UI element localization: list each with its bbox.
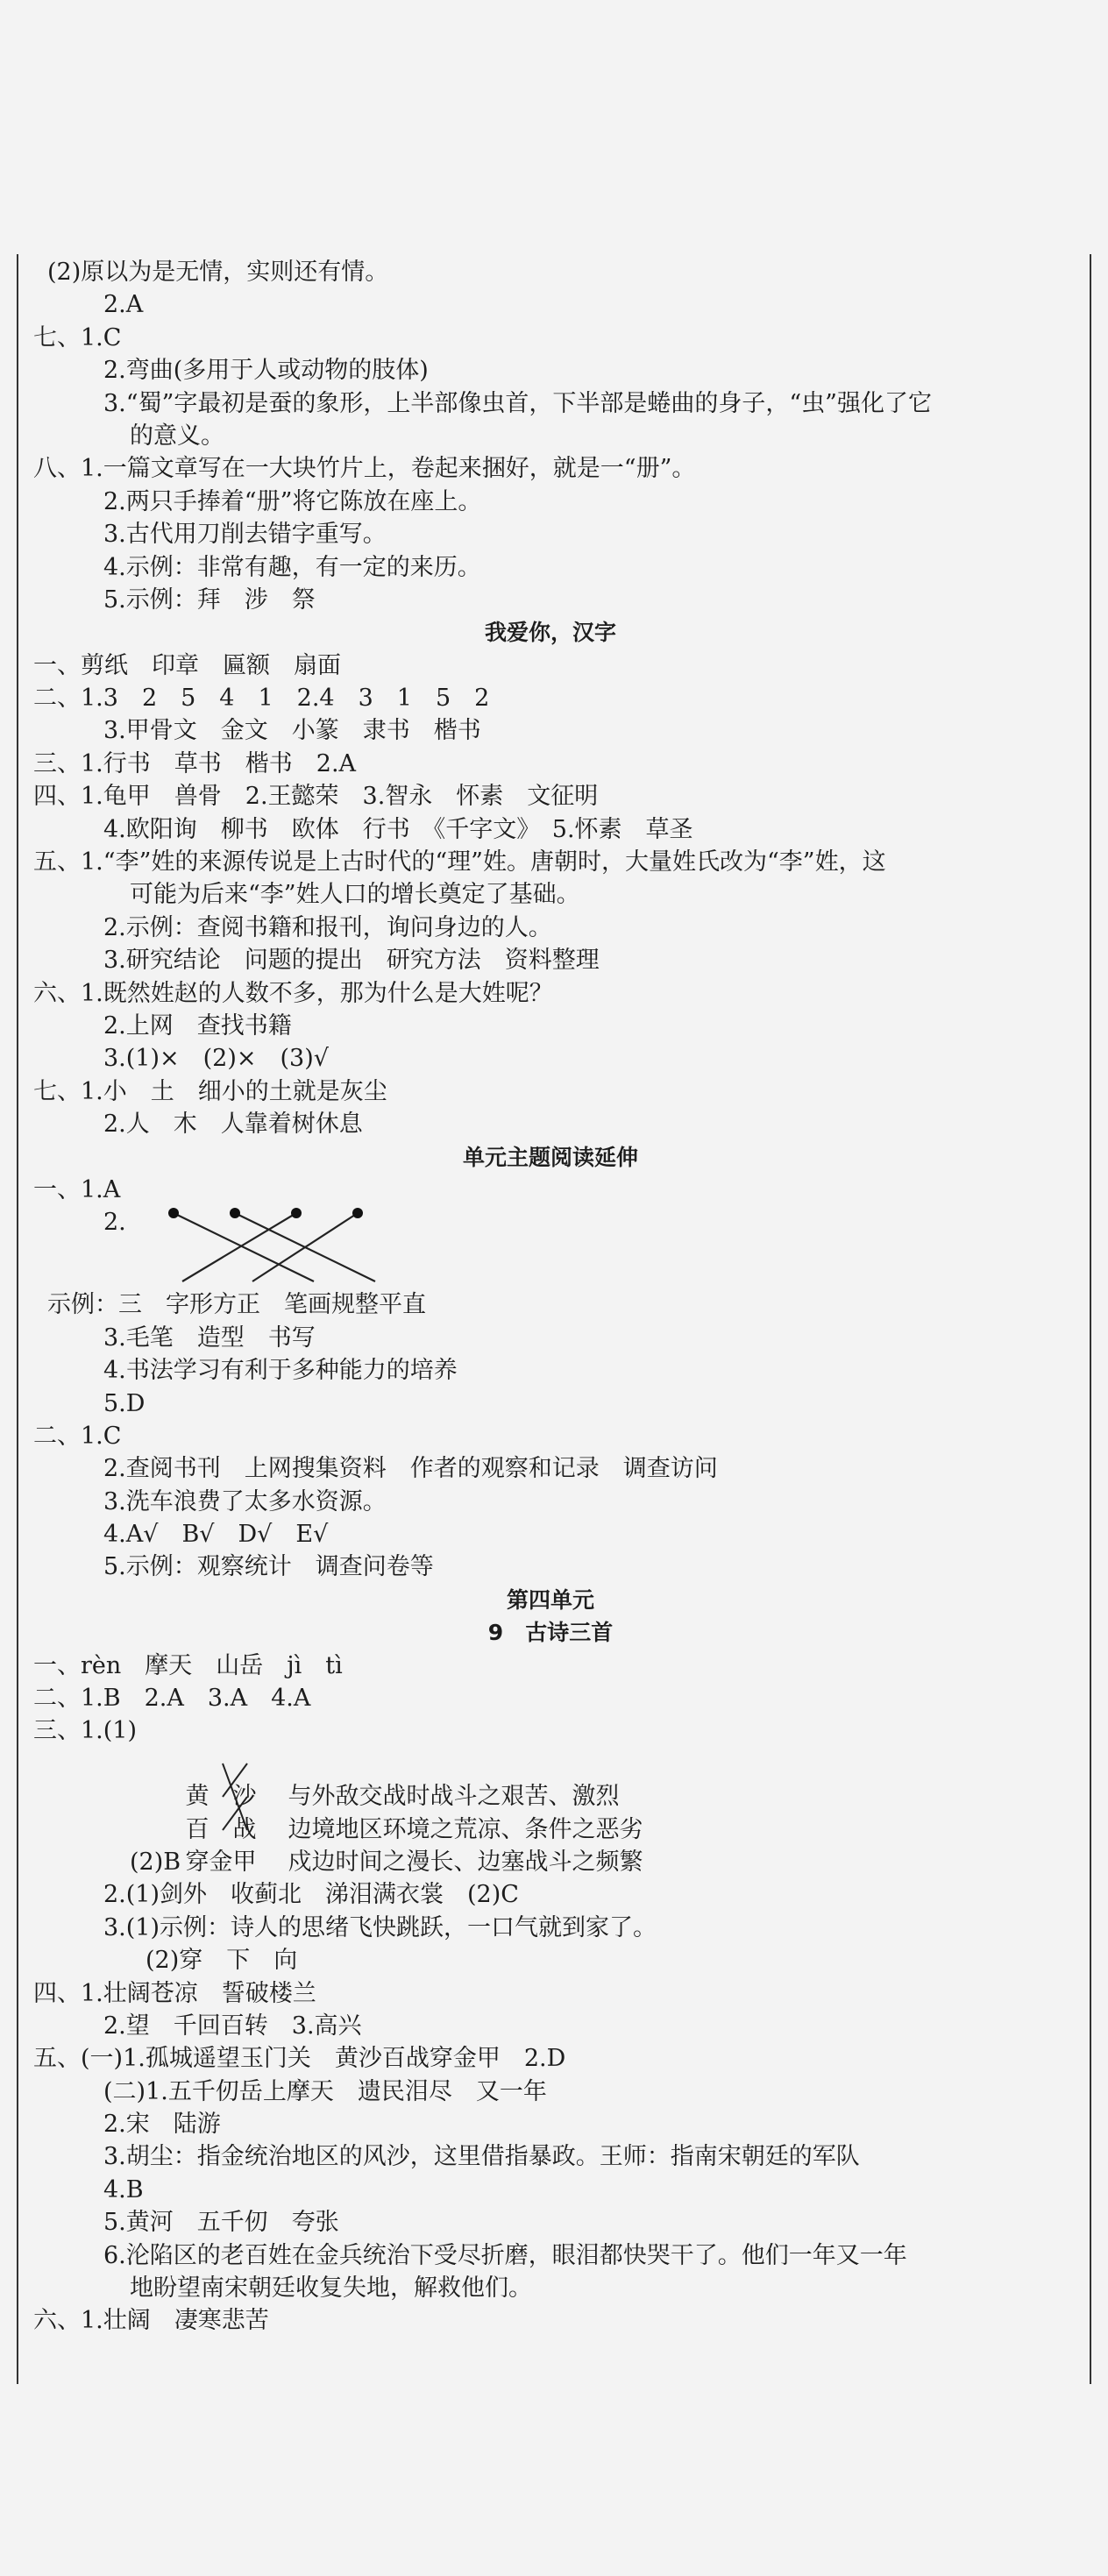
answer-line: 2.示例：查阅书籍和报刊，询问身边的人。	[103, 913, 552, 941]
unit-heading: 第四单元	[506, 1586, 594, 1613]
poem-meaning: 与外敌交战时战斗之艰苦、激烈	[288, 1783, 620, 1811]
answer-line: 三、1.(1)	[33, 1717, 138, 1745]
match-dot	[168, 1208, 179, 1218]
answer-line: 6.沦陷区的老百姓在金兵统治下受尽折磨，眼泪都快哭干了。他们一年又一年	[103, 2241, 907, 2269]
answer-line: 五、(一)1.孤城遥望玉门关 黄沙百战穿金甲 2.D	[33, 2045, 566, 2073]
answer-line: 三、1.行书 草书 楷书 2.A	[33, 749, 357, 777]
bracket-line	[223, 1763, 247, 1830]
bracket-line	[223, 1797, 247, 1830]
poem-term: 黄 沙	[185, 1783, 257, 1811]
answer-line: 3.(1)× (2)× (3)√	[103, 1045, 329, 1073]
answer-line: 2.查阅书刊 上网搜集资料 作者的观察和记录 调查访问	[103, 1455, 718, 1483]
answer-line: 2.宋 陆游	[103, 2111, 221, 2139]
match-line	[182, 1213, 296, 1281]
bracket-lines-figure	[219, 1748, 251, 1846]
poem-meaning: 戍边时间之漫长、边塞战斗之频繁	[288, 1848, 643, 1876]
answer-line: 八、1.一篇文章写在一大块竹片上，卷起来捆好，就是一“册”。	[33, 455, 696, 483]
answer-line: 5.黄河 五千仞 夸张	[103, 2209, 339, 2237]
answer-line: 五、1.“李”姓的来源传说是上古时代的“理”姓。唐朝时，大量姓氏改为“李”姓，这	[33, 848, 886, 876]
answer-line: 二、1.B 2.A 3.A 4.A	[33, 1685, 311, 1713]
answer-line: 4.A√ B√ D√ E√	[103, 1521, 329, 1549]
answer-line: 5.示例：拜 涉 祭	[103, 585, 316, 614]
answer-line: 2.A	[103, 291, 144, 319]
answer-line: 3.研究结论 问题的提出 研究方法 资料整理	[103, 947, 600, 975]
answer-line: 5.D	[103, 1389, 146, 1417]
answer-line: 4.B	[103, 2175, 144, 2203]
answer-line: 七、1.C	[33, 323, 122, 351]
answer-line: 的意义。	[130, 422, 224, 450]
right-margin-rule	[1090, 254, 1091, 2384]
answer-line: 四、1.壮阔苍凉 誓破楼兰	[33, 1979, 316, 2007]
left-margin-rule	[17, 254, 18, 2384]
poem-term: 百 战	[185, 1815, 257, 1843]
answer-line: 四、1.龟甲 兽骨 2.王懿荣 3.智永 怀素 文征明	[33, 783, 599, 811]
answer-line: 六、1.既然姓赵的人数不多，那为什么是大姓呢？	[33, 979, 553, 1007]
answer-line: 3.洗车浪费了太多水资源。	[103, 1487, 387, 1515]
answer-line: 地盼望南宋朝廷收复失地，解救他们。	[130, 2274, 532, 2303]
answer-line: 一、rèn 摩天 山岳 jì tì	[33, 1651, 343, 1679]
answer-line: 二、1.3 2 5 4 1 2.4 3 1 5 2	[33, 685, 490, 713]
answer-line: 3.甲骨文 金文 小篆 隶书 楷书	[103, 717, 481, 745]
answer-line: 二、1.C	[33, 1422, 122, 1450]
answer-line: 3.“蜀”字最初是蚕的象形，上半部像虫首，下半部是蜷曲的身子，“虫”强化了它	[103, 389, 932, 417]
answer-line: 一、剪纸 印章 匾额 扇面	[33, 651, 341, 679]
match-line	[174, 1213, 314, 1281]
match-dot	[352, 1208, 363, 1218]
answer-line: 5.示例：观察统计 调查问卷等	[103, 1553, 434, 1581]
answer-line: 3.胡尘：指金统治地区的风沙，这里借指暴政。王师：指南宋朝廷的军队	[103, 2143, 860, 2171]
answer-line: 2.人 木 人靠着树休息	[103, 1111, 363, 1139]
bracket-line	[223, 1763, 247, 1797]
answer-line: 六、1.壮阔 凄寒悲苦	[33, 2307, 269, 2335]
answer-key-content	[33, 256, 1068, 2338]
poem-term: 穿金甲	[185, 1848, 257, 1876]
section-heading: 单元主题阅读延伸	[462, 1144, 638, 1170]
answer-line: 2.两只手捧着“册”将它陈放在座上。	[103, 487, 482, 515]
answer-line: 七、1.小 土 细小的土就是灰尘	[33, 1077, 387, 1105]
answer-line: 4.书法学习有利于多种能力的培养	[103, 1357, 458, 1385]
poem-meaning: 边境地区环境之荒凉、条件之恶劣	[288, 1815, 643, 1843]
answer-line: 2.上网 查找书籍	[103, 1011, 292, 1040]
answer-line: (2)B	[130, 1848, 181, 1876]
answer-line: 2.(1)剑外 收蓟北 涕泪满衣裳 (2)C	[103, 1881, 519, 1909]
answer-line: 2.弯曲(多用于人或动物的肢体)	[103, 357, 429, 385]
answer-line: 3.古代用刀削去错字重写。	[103, 521, 387, 549]
answer-line: 3.毛笔 造型 书写	[103, 1323, 316, 1352]
matching-lines-figure	[165, 1206, 419, 1288]
matching-label: 2.	[103, 1209, 126, 1237]
matching-diagram	[33, 1206, 1068, 1288]
answer-line: 2.望 千回百转 3.高兴	[103, 2012, 362, 2040]
section-heading: 我爱你，汉字	[484, 620, 616, 646]
answer-line: 3.(1)示例：诗人的思绪飞快跳跃，一口气就到家了。	[103, 1913, 657, 1941]
answer-line: (2)原以为是无情，实则还有情。	[47, 259, 389, 286]
answer-line: (二)1.五千仞岳上摩天 遗民泪尽 又一年	[103, 2077, 547, 2105]
answer-line: (2)穿 下 向	[146, 1947, 298, 1975]
answer-line: 4.欧阳询 柳书 欧体 行书 《千字文》 5.怀素 草圣	[103, 815, 693, 843]
answer-line: 示例：三 字形方正 笔画规整平直	[47, 1291, 426, 1319]
answer-line: 一、1.A	[33, 1175, 121, 1203]
answer-line: 可能为后来“李”姓人口的增长奠定了基础。	[130, 881, 580, 909]
match-line	[252, 1213, 358, 1281]
answer-line: 4.示例：非常有趣，有一定的来历。	[103, 553, 481, 581]
match-dot	[291, 1208, 302, 1218]
match-dot	[230, 1208, 240, 1218]
lesson-heading: 9 古诗三首	[487, 1620, 614, 1646]
